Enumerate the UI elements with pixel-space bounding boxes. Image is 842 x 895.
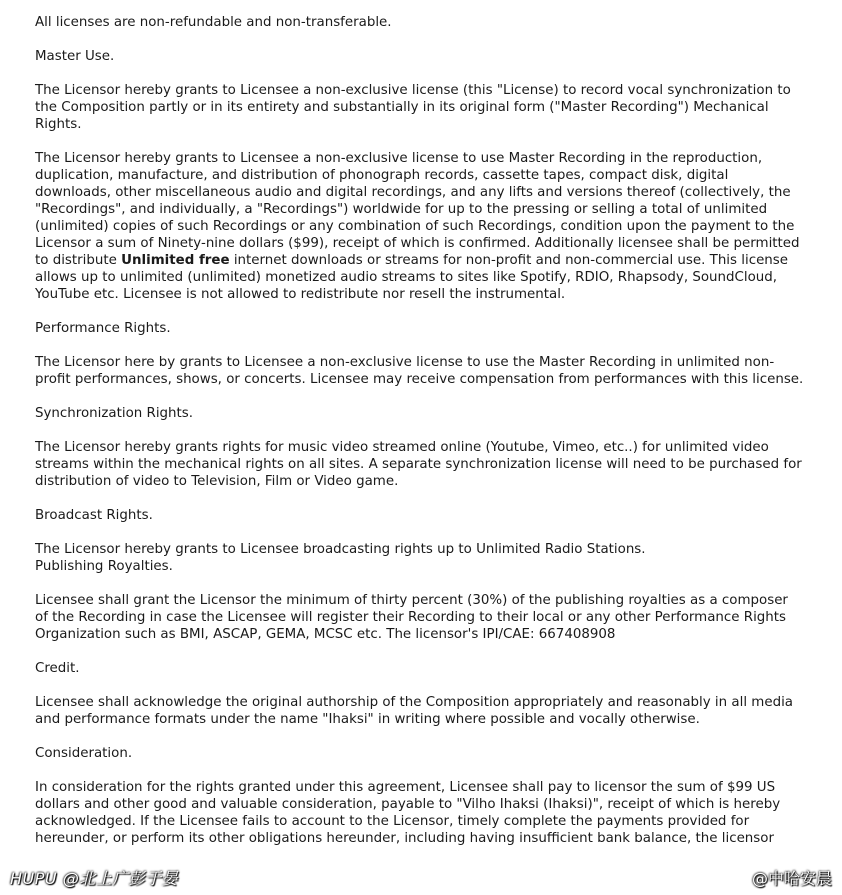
- heading-synchronization-rights: Synchronization Rights.: [35, 406, 194, 421]
- weibo-handle: @中哈安晨: [751, 869, 832, 888]
- weibo-icon: [726, 870, 748, 886]
- heading-performance-rights: Performance Rights.: [35, 321, 171, 336]
- hupu-watermark: HUPU @北上广彭于晏: [10, 869, 179, 888]
- paragraph-publishing-royalties: Licensee shall grant the Licensor the minimum of thirty percent (30%) of the publishing royalties as a composer of the Recording in case the Licensee will register their Recording to their local or any other Performance Rights Organization such as BMI, ASCAP, GEMA, MCSC etc. The licensor's IPI/CAE: 667408908: [35, 593, 788, 642]
- heading-publishing-royalties: Publishing Royalties.: [35, 559, 173, 574]
- heading-consideration: Consideration.: [35, 746, 133, 761]
- consideration-clip: [35, 779, 805, 861]
- mechanical-text-b: internet downloads or streams for non-profit and non-commercial use. This license allows up to unlimited (unlimited) monetized audio streams to sites like Spotify, RDIO, Rhapsody, SoundCloud, YouTube etc. Licensee is not allowed to redistribute nor resell the instrumental.: [35, 253, 789, 302]
- paragraph-credit: Licensee shall acknowledge the original authorship of the Composition appropriately and reasonably in all media and performance formats under the name "Ihaksi" in writing where possible and vocally otherwise.: [35, 695, 794, 727]
- license-document: [35, 14, 805, 861]
- unlimited-free-bold: Unlimited free: [121, 253, 230, 268]
- paragraph-broadcast-rights: The Licensor hereby grants to Licensee broadcasting rights up to Unlimited Radio Stations.: [35, 542, 646, 557]
- paragraph-synchronization-rights: The Licensor hereby grants rights for music video streamed online (Youtube, Vimeo, etc..) for unlimited video streams within the mechanical rights on all sites. A separate synchronization license will need to be purchased for distribution of video to Television, Film or Video game.: [35, 440, 802, 489]
- paragraph-nonrefundable: All licenses are non-refundable and non-transferable.: [35, 15, 392, 30]
- paragraph-mechanical-rights: [35, 150, 805, 303]
- weibo-watermark: [726, 866, 832, 889]
- heading-broadcast-rights: Broadcast Rights.: [35, 508, 153, 523]
- mechanical-text-a: The Licensor hereby grants to Licensee a non-exclusive license to use Master Recording in the reproduction, duplication, manufacture, and distribution of phonograph records, cassette tapes, compact disk, digital downloads, other miscellaneous audio and digital recordings, and any lifts and versions thereof (collectively, the "Recordings", and individually, a "Recordings") worldwide for up to the pressing or selling a total of unlimited (unlimited) copies of such Recordings or any combination of such Recordings, condition upon the payment to the Licensor a sum of Ninety-nine dollars ($99), receipt of which is confirmed. Additionally licensee shall be permitted to distribute: [35, 151, 800, 268]
- paragraph-consideration: In consideration for the rights granted under this agreement, Licensee shall pay to licensor the sum of $99 US dollars and other good and valuable consideration, payable to "Vilho Ihaksi (Ihaksi)", receipt of which is hereby acknowledged. If the Licensee fails to account to the Licensor, timely complete the payments provided for hereunder, or perform its other obligations hereunder, including having insufficient bank balance, the licensor: [35, 780, 781, 846]
- paragraph-master-use: The Licensor hereby grants to Licensee a non-exclusive license (this "License) to record vocal synchronization to the Composition partly or in its entirety and substantially in its original form ("Master Recording") Mechanical Rights.: [35, 83, 791, 132]
- heading-credit: Credit.: [35, 661, 80, 676]
- heading-master-use: Master Use.: [35, 49, 115, 64]
- paragraph-performance-rights: The Licensor here by grants to Licensee a non-exclusive license to use the Master Recording in unlimited non-profit performances, shows, or concerts. Licensee may receive compensation from performances with this license.: [35, 355, 804, 387]
